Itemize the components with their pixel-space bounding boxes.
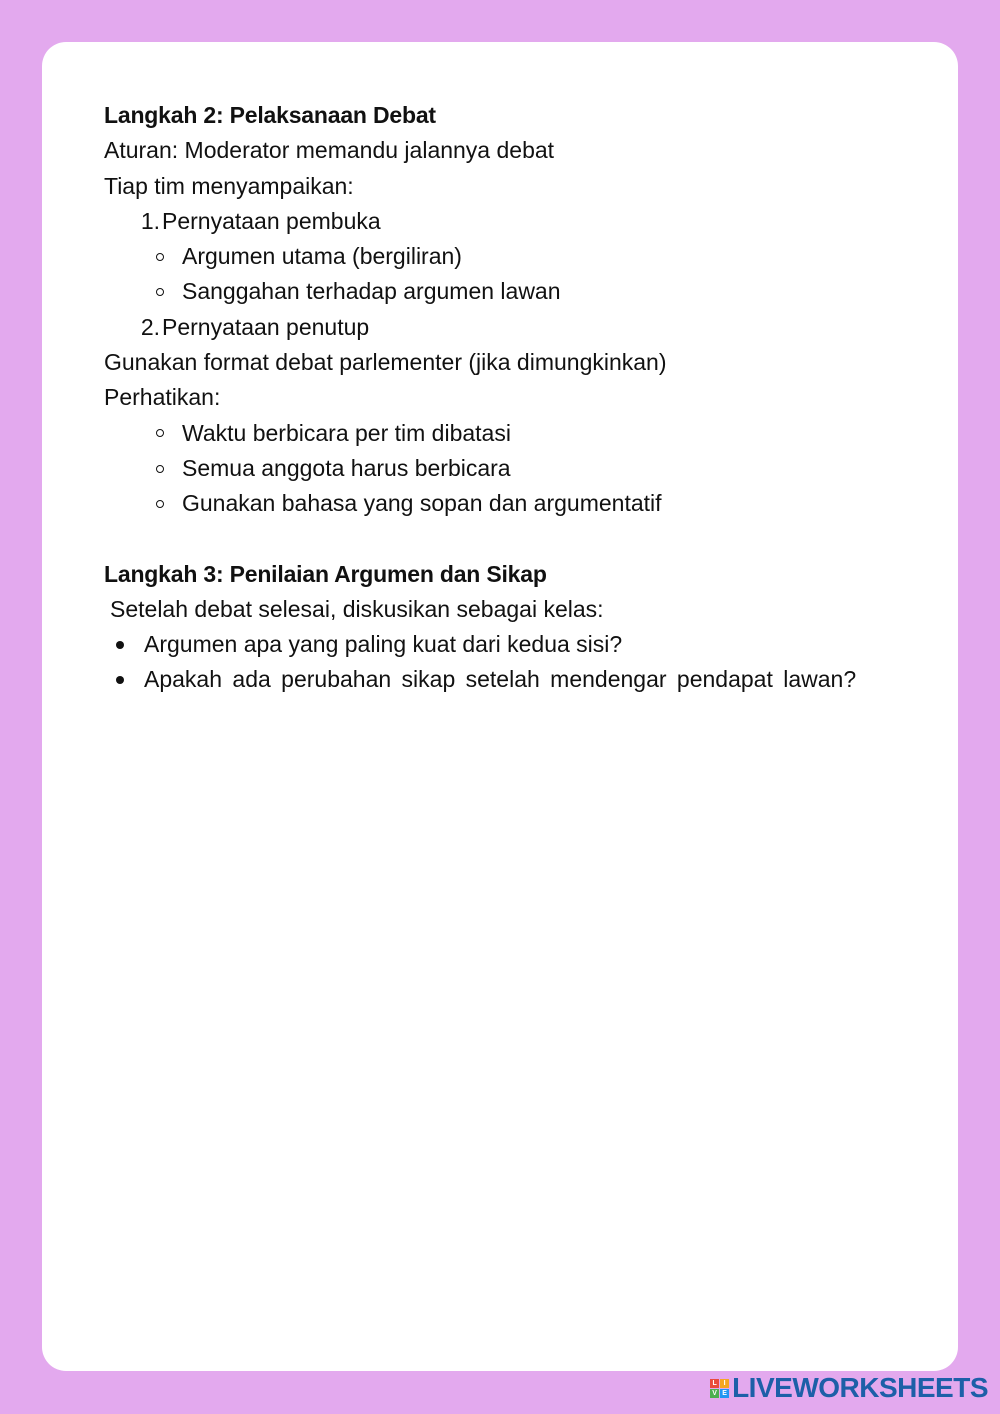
logo-letter: L [710,1379,719,1388]
hollow-bullet-icon [156,288,164,296]
numbered-item-label: Pernyataan pembuka [162,207,381,234]
attention-item [104,416,900,451]
numbered-item-number: 1. [140,207,160,234]
step2-attention: Perhatikan: [104,384,221,411]
liveworksheets-footer[interactable] [710,1372,988,1404]
step3-bullet [104,627,900,662]
step2-each-team: Tiap tim menyampaikan: [104,172,354,199]
numbered-item-number: 2. [140,313,160,340]
step2-format: Gunakan format debat parlementer (jika dimungkinkan) [104,349,667,376]
hollow-bullet-icon [156,429,164,437]
sub-item-text: Argumen utama (bergiliran) [182,243,462,270]
attention-item-text: Gunakan bahasa yang sopan dan argumentatif [182,490,662,517]
brand-name: LIVEWORKSHEETS [732,1372,988,1403]
bullet-text: Apakah ada perubahan sikap setelah mendengar pendapat lawan? [144,666,857,693]
worksheet-content [104,98,900,698]
bullet-icon [116,676,124,684]
step3-heading: Langkah 3: Penilaian Argumen dan Sikap [104,560,547,587]
attention-item [104,486,900,521]
logo-letter: V [710,1389,719,1398]
numbered-item-label: Pernyataan penutup [162,313,370,340]
step3-bullet [104,662,900,697]
sub-item [104,239,900,274]
step2-rule: Aturan: Moderator memandu jalannya debat [104,137,555,164]
hollow-bullet-icon [156,500,164,508]
numbered-item-2 [104,310,900,345]
step2-heading: Langkah 2: Pelaksanaan Debat [104,102,436,128]
section-spacer [104,522,900,557]
sub-item [104,274,900,309]
logo-letter: I [720,1379,729,1388]
worksheet-card [42,42,958,1371]
attention-item-text: Waktu berbicara per tim dibatasi [182,419,511,446]
attention-item [104,451,900,486]
sub-item-text: Sanggahan terhadap argumen lawan [182,278,561,305]
hollow-bullet-icon [156,253,164,261]
step3-intro: Setelah debat selesai, diskusikan sebagai kelas: [110,595,604,622]
hollow-bullet-icon [156,465,164,473]
numbered-item-1 [104,204,900,239]
logo-letter: E [720,1389,729,1398]
bullet-icon [116,641,124,649]
bullet-text: Argumen apa yang paling kuat dari kedua sisi? [144,631,623,658]
liveworksheets-logo-icon [710,1379,729,1398]
attention-item-text: Semua anggota harus berbicara [182,454,511,481]
